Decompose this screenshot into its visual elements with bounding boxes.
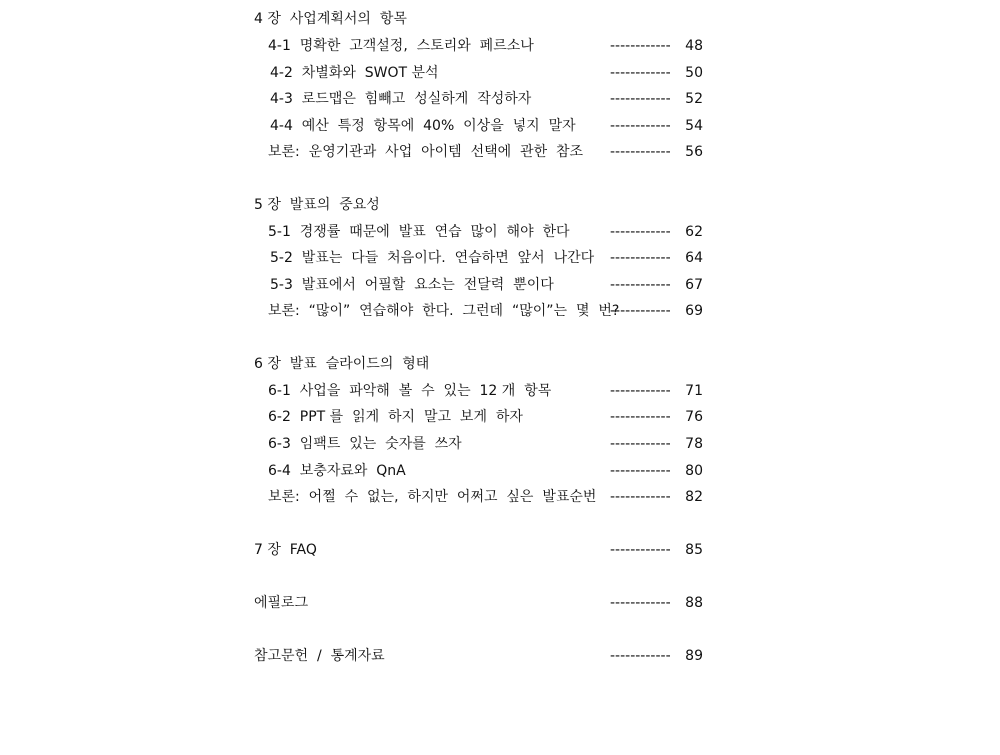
toc-entry-4-appendix[interactable]	[0, 141, 703, 163]
toc-entry-references[interactable]	[0, 645, 703, 667]
page-number: 76	[685, 409, 703, 425]
dot-leader: ------------	[610, 91, 671, 107]
entry-label: 보론: 운영기관과 사업 아이템 선택에 관한 참조	[268, 144, 584, 160]
page-number: 85	[685, 542, 703, 558]
entry-label: 7 장 FAQ	[254, 542, 317, 558]
chapter-5-heading	[0, 194, 380, 216]
page-number: 80	[685, 463, 703, 479]
dot-leader: ------------	[610, 648, 671, 664]
page-number: 62	[685, 224, 703, 240]
dot-leader: ------------	[610, 595, 671, 611]
entry-label: 5-1 경쟁률 때문에 발표 연습 많이 해야 한다	[268, 224, 570, 240]
entry-label: 5-2 발표는 다들 처음이다. 연습하면 앞서 나간다	[270, 250, 595, 266]
chapter-title: 5 장 발표의 중요성	[254, 197, 380, 213]
page-number: 69	[685, 303, 703, 319]
dot-leader: ------------	[610, 489, 671, 505]
page-number: 89	[685, 648, 703, 664]
toc-entry-epilogue[interactable]	[0, 592, 703, 614]
chapter-title: 4 장 사업계획서의 항목	[254, 11, 407, 27]
chapter-4-heading	[0, 8, 407, 30]
page-number: 82	[685, 489, 703, 505]
dot-leader: ------------	[610, 409, 671, 425]
dot-leader: ------------	[610, 463, 671, 479]
toc-entry-6-appendix[interactable]	[0, 486, 703, 508]
chapter-6-heading	[0, 353, 430, 375]
page-number: 54	[685, 118, 703, 134]
dot-leader: ------------	[610, 144, 671, 160]
toc-entry-4-2[interactable]	[0, 62, 703, 84]
page-number: 50	[685, 65, 703, 81]
entry-label: 에필로그	[254, 595, 309, 611]
entry-label: 6-1 사업을 파악해 볼 수 있는 12 개 항목	[268, 383, 552, 399]
toc-entry-4-4[interactable]	[0, 115, 703, 137]
entry-label: 6-3 임팩트 있는 숫자를 쓰자	[268, 436, 462, 452]
toc-entry-4-3[interactable]	[0, 88, 703, 110]
toc-entry-5-3[interactable]	[0, 274, 703, 296]
entry-label: 5-3 발표에서 어필할 요소는 전달력 뿐이다	[270, 277, 554, 293]
dot-leader: ------------	[610, 436, 671, 452]
toc-entry-6-2[interactable]	[0, 406, 703, 428]
page-number: 56	[685, 144, 703, 160]
entry-label: 4-2 차별화와 SWOT 분석	[270, 65, 439, 81]
toc-entry-5-2[interactable]	[0, 247, 703, 269]
entry-label: 4-3 로드맵은 힘빼고 성실하게 작성하자	[270, 91, 532, 107]
toc-entry-6-3[interactable]	[0, 433, 703, 455]
toc-entry-4-1[interactable]	[0, 35, 703, 57]
entry-label: 4-1 명확한 고객설정, 스토리와 페르소나	[268, 38, 534, 54]
page-number: 52	[685, 91, 703, 107]
chapter-title: 6 장 발표 슬라이드의 형태	[254, 356, 430, 372]
dot-leader: ------------	[610, 118, 671, 134]
toc-entry-6-1[interactable]	[0, 380, 703, 402]
dot-leader: ------------	[610, 224, 671, 240]
page-number: 67	[685, 277, 703, 293]
entry-label: 보론: 어쩔 수 없는, 하지만 어쩌고 싶은 발표순번	[268, 489, 597, 505]
dot-leader: ------------	[610, 303, 671, 319]
page-number: 48	[685, 38, 703, 54]
dot-leader: ------------	[610, 383, 671, 399]
page-number: 71	[685, 383, 703, 399]
toc-entry-5-appendix[interactable]	[0, 300, 703, 322]
toc-entry-6-4[interactable]	[0, 460, 703, 482]
entry-label: 4-4 예산 특정 항목에 40% 이상을 넣지 말자	[270, 118, 576, 134]
dot-leader: ------------	[610, 38, 671, 54]
dot-leader: ------------	[610, 542, 671, 558]
page-number: 88	[685, 595, 703, 611]
entry-label: 참고문헌 / 통계자료	[254, 648, 385, 664]
page-number: 78	[685, 436, 703, 452]
page-number: 64	[685, 250, 703, 266]
dot-leader: ------------	[610, 65, 671, 81]
entry-label: 6-2 PPT 를 읽게 하지 말고 보게 하자	[268, 409, 523, 425]
entry-label: 6-4 보충자료와 QnA	[268, 463, 406, 479]
toc-entry-chapter-7[interactable]	[0, 539, 703, 561]
dot-leader: ------------	[610, 277, 671, 293]
entry-label: 보론: “많이” 연습해야 한다. 그런데 “많이”는 몇 번?	[268, 303, 620, 319]
toc-entry-5-1[interactable]	[0, 221, 703, 243]
dot-leader: ------------	[610, 250, 671, 266]
